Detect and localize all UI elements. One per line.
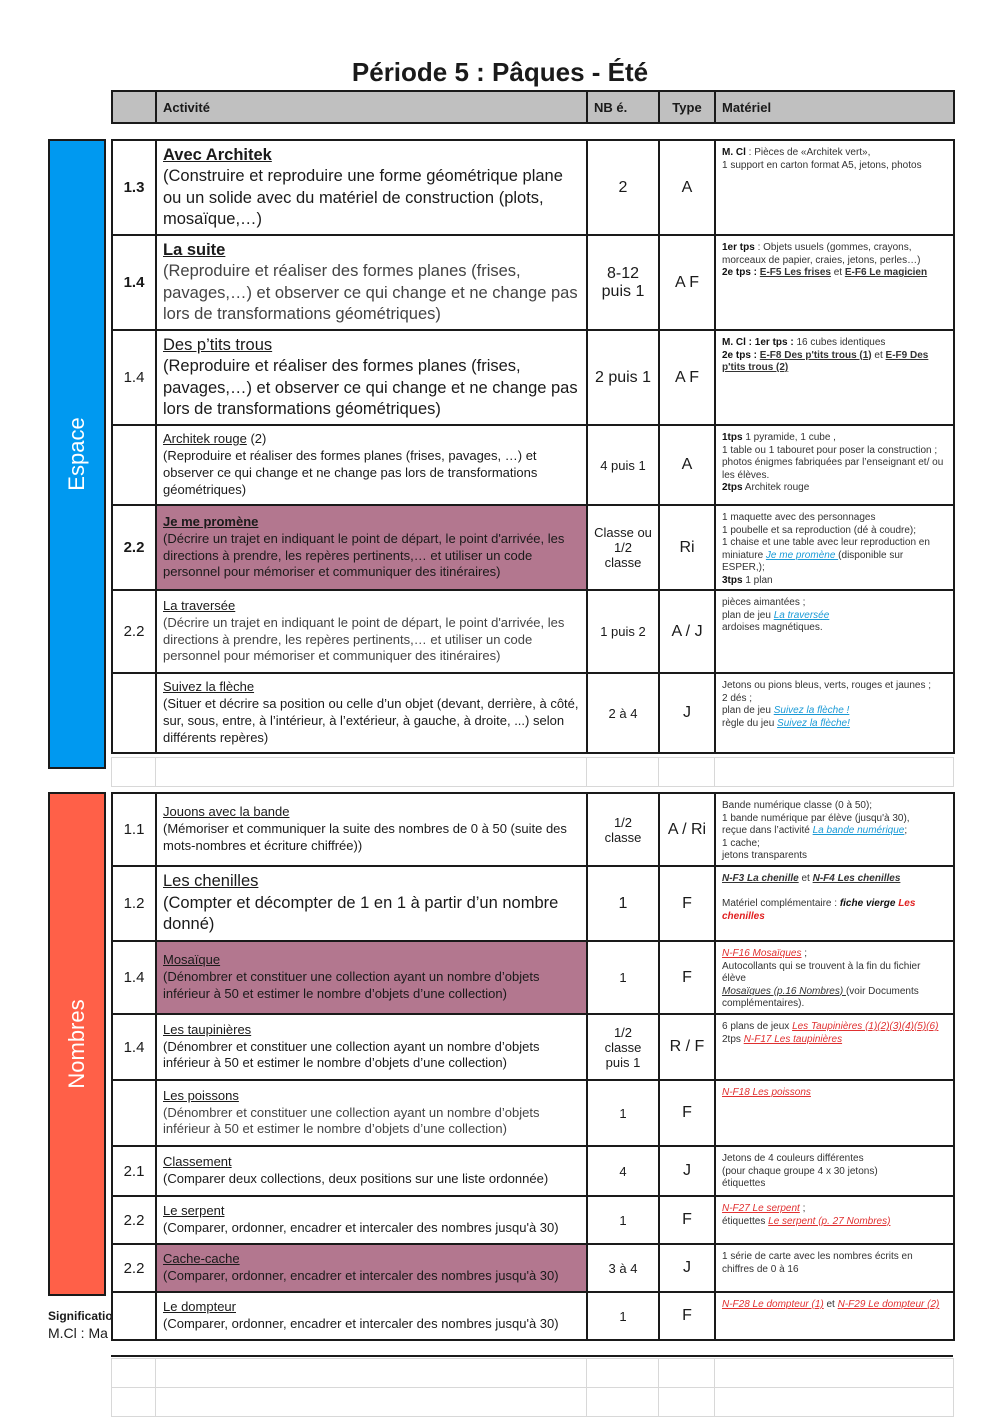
link-nf3[interactable]: N-F3 La chenille: [722, 873, 799, 884]
activity-desc: (Comparer, ordonner, encadrer et intercaler des nombres jusqu'à 30): [163, 1220, 559, 1235]
link-ef6[interactable]: E-F6 Le magicien: [844, 267, 928, 278]
table-row: [112, 1014, 954, 1080]
activity-desc: (Compter et décompter de 1 en 1 à partir d’un nombre donné): [163, 893, 559, 934]
row-type: A / Ri: [659, 793, 715, 866]
table-row: [112, 941, 954, 1014]
row-nb: 1: [587, 1080, 659, 1146]
activity-title[interactable]: Les chenilles: [163, 872, 259, 891]
row-activity: [156, 941, 587, 1014]
page-title: Période 5 : Pâques - Été: [351, 57, 649, 87]
row-activity: [156, 140, 587, 235]
row-activity: [156, 1080, 587, 1146]
row-num: [112, 1080, 156, 1146]
table-row: [112, 866, 954, 941]
activity-desc: (Dénombrer et constituer une collection ayant un nombre d’objets inférieur à 50 et estimer le nombre d’objets d’une collection): [163, 1104, 540, 1137]
link-nf16[interactable]: N-F16 Mosaïques: [722, 948, 802, 959]
link-ef9[interactable]: E-F9 Des p'tits trous (2): [722, 349, 929, 373]
activity-title[interactable]: Des p’tits trous: [163, 335, 273, 354]
row-activity: [156, 1196, 587, 1244]
row-materiel: N-F16 Mosaïques ; Autocollants qui se trouvent à la fin du fichier élève Mosaïques (p.16 Nombres) (voir Documents complémentaires).: [715, 941, 954, 1014]
link-bande-numerique[interactable]: La bande numérique: [812, 825, 905, 836]
row-num: 2.2: [112, 590, 156, 673]
row-materiel: Bande numérique classe (0 à 50); 1 bande numérique par élève (jusqu'à 30), reçue dans l’activité La bande numérique; 1 cache; jetons transparents: [715, 793, 954, 866]
activity-desc: (Décrire un trajet en indiquant le point de départ, le point d'arrivée, les directions à prendre, les repères pertinents,… et utiliser un code personnel pour mémoriser et communiquer des itinéraires): [163, 614, 565, 664]
table-header: [111, 90, 955, 124]
row-num: 1.4: [112, 330, 156, 425]
row-activity: [156, 1014, 587, 1080]
row-activity: [156, 866, 587, 941]
row-num: [112, 425, 156, 505]
row-nb: 1: [587, 866, 659, 941]
header-nb: NB é.: [587, 91, 659, 123]
link-la-traversee[interactable]: La traversée: [773, 609, 830, 621]
row-materiel: M. Cl : Pièces de «Architek vert», 1 support en carton format A5, jetons, photos: [715, 140, 954, 235]
activity-title[interactable]: La suite: [163, 240, 226, 259]
activity-desc: (Reproduire et réaliser des formes planes (frises, pavages,…) et observer ce qui change et ne change pas lors de transformations géométriques): [163, 357, 578, 418]
table-row: [112, 425, 954, 505]
row-activity: [156, 793, 587, 866]
activity-title[interactable]: Je me promène: [163, 513, 259, 529]
link-nf27[interactable]: N-F27 Le serpent: [722, 1203, 800, 1214]
activity-title[interactable]: Le serpent: [163, 1203, 225, 1219]
row-nb: 8-12 puis 1: [587, 235, 659, 330]
table-row: [112, 505, 954, 590]
table-row: [112, 235, 954, 330]
link-nf4[interactable]: N-F4 Les chenilles: [812, 873, 901, 884]
table-row: [112, 330, 954, 425]
nombres-table: [111, 792, 955, 1341]
header-type: Type: [659, 91, 715, 123]
row-num: 1.4: [112, 235, 156, 330]
row-materiel: 1er tps : Objets usuels (gommes, crayons, morceaux de papier, craies, jetons, perles…) 2e tps : E-F5 Les frises et E-F6 Le magicien: [715, 235, 954, 330]
row-nb: 1: [587, 1292, 659, 1340]
row-activity: [156, 673, 587, 753]
row-materiel: 1tps 1 pyramide, 1 cube , 1 table ou 1 tabouret pour poser la construction ; photos énigmes fabriquées par l’enseignant et/ ou les élèves. 2tps Architek rouge: [715, 425, 954, 505]
activity-title[interactable]: Classement: [163, 1154, 232, 1170]
activity-desc: (Construire et reproduire une forme géométrique plane ou un solide avec du matériel de construction (plots, mosaïque,…): [163, 167, 563, 228]
row-type: F: [659, 1080, 715, 1146]
header-materiel: Matériel: [715, 91, 954, 123]
row-type: A / J: [659, 590, 715, 673]
row-num: 1.2: [112, 866, 156, 941]
row-materiel: 1 maquette avec des personnages 1 poubelle et sa reproduction (dé à coudre); 1 chaise et une table avec leur reproduction en miniature Je me promène (disponible sur ESPER,); 3tps 1 plan: [715, 505, 954, 590]
section-espace-label: Espace: [48, 139, 106, 769]
row-materiel: N-F3 La chenille et N-F4 Les chenilles Matériel complémentaire : fiche vierge Les chenilles: [715, 866, 954, 941]
row-nb: 2 puis 1: [587, 330, 659, 425]
row-materiel: pièces aimantées ; plan de jeu La traversée ardoises magnétiques.: [715, 590, 954, 673]
section-nombres-label: Nombres: [48, 792, 106, 1296]
row-materiel: N-F28 Le dompteur (1) et N-F29 Le dompteur (2): [715, 1292, 954, 1340]
link-nf28[interactable]: N-F28 Le dompteur (1): [722, 1299, 824, 1310]
row-nb: Classe ou 1/2 classe: [587, 505, 659, 590]
spacer-grid: [111, 757, 954, 787]
activity-title[interactable]: Cache-cache: [163, 1251, 240, 1267]
row-activity: [156, 590, 587, 673]
row-activity: [156, 505, 587, 590]
row-nb: 2 à 4: [587, 673, 659, 753]
row-num: 1.1: [112, 793, 156, 866]
activity-desc: (Situer et décrire sa position ou celle d’un objet (devant, derrière, à côté, sur, sous, entre, à l’intérieur, à l’extérieur, à gauche, à droite, ...) selon différents repères): [163, 696, 579, 745]
activity-desc: (Comparer deux collections, deux positions sur une liste ordonnée): [163, 1171, 549, 1186]
row-activity: Architek rouge (2) (Reproduire et réaliser des formes planes (frises, pavages, …) et observer ce qui change et ne change pas lors de transformations géométriques): [156, 425, 587, 505]
row-type: F: [659, 866, 715, 941]
row-num: 2.2: [112, 1244, 156, 1292]
activity-title[interactable]: Mosaïque: [163, 952, 221, 968]
row-nb: 1 puis 2: [587, 590, 659, 673]
row-nb: 1: [587, 941, 659, 1014]
link-nf29[interactable]: N-F29 Le dompteur (2): [837, 1299, 940, 1310]
row-materiel: M. Cl : 1er tps : 16 cubes identiques 2e tps : E-F8 Des p'tits trous (1) et E-F9 Des p'tits trous (2): [715, 330, 954, 425]
row-activity: [156, 1146, 587, 1196]
table-row: [112, 140, 954, 235]
table-row: [112, 590, 954, 673]
activity-title[interactable]: Avec Architek: [163, 145, 272, 164]
row-materiel: 6 plans de jeux Les Taupinières (1)(2)(3)(4)(5)(6) 2tps N-F17 Les taupinières: [715, 1014, 954, 1080]
activity-desc: (Reproduire et réaliser des formes planes (frises, pavages,…) et observer ce qui change et ne change pas lors de transformations géométriques): [163, 262, 578, 323]
activity-title[interactable]: Les poissons: [163, 1087, 239, 1103]
row-type: A: [659, 140, 715, 235]
table-row: [112, 1244, 954, 1292]
row-num: 1.4: [112, 1014, 156, 1080]
divider: [111, 1355, 953, 1357]
activity-desc: (Dénombrer et constituer une collection ayant un nombre d’objets inférieur à 50 et estimer le nombre d’objets d’une collection): [163, 969, 540, 1001]
table-row: [112, 1292, 954, 1340]
table-row: [112, 1080, 954, 1146]
row-materiel: N-F27 Le serpent ; étiquettes Le serpent (p. 27 Nombres): [715, 1196, 954, 1244]
row-activity: [156, 235, 587, 330]
activity-title[interactable]: La traversée: [163, 597, 236, 613]
activity-title[interactable]: Les taupinières: [163, 1021, 252, 1037]
row-type: A F: [659, 330, 715, 425]
row-nb: 1/2 classe: [587, 793, 659, 866]
row-type: F: [659, 1196, 715, 1244]
activity-desc: (Reproduire et réaliser des formes planes (frises, pavages, …) et observer ce qui change et ne change pas lors de transformations géométriques): [163, 448, 538, 497]
row-type: J: [659, 1146, 715, 1196]
row-type: J: [659, 673, 715, 753]
row-type: F: [659, 941, 715, 1014]
row-type: A: [659, 425, 715, 505]
link-taupinieres-plans[interactable]: Les Taupinières (1)(2)(3)(4)(5)(6): [792, 1021, 939, 1032]
row-num: 2.2: [112, 1196, 156, 1244]
row-materiel: Jetons ou pions bleus, verts, rouges et jaunes ; 2 dés ; plan de jeu Suivez la flèche ! règle du jeu Suivez la flèche!: [715, 673, 954, 753]
legend-line: M.Cl : Ma: [48, 1325, 108, 1341]
link-nf18[interactable]: N-F18 Les poissons: [722, 1087, 811, 1098]
activity-desc: (Décrire un trajet en indiquant le point de départ, le point d'arrivée, les directions à prendre, les repères pertinents,… et utiliser un code personnel pour mémoriser et communiquer des itinéraires): [163, 530, 565, 580]
row-nb: 4: [587, 1146, 659, 1196]
table-row: [112, 673, 954, 753]
activity-desc: (Comparer, ordonner, encadrer et intercaler des nombres jusqu'à 30): [163, 1316, 559, 1331]
link-mosaiques-doc[interactable]: Mosaïques (p.16 Nombres): [722, 985, 846, 997]
link-fiche-chenilles[interactable]: Les chenilles: [722, 898, 916, 922]
row-nb: 2: [587, 140, 659, 235]
row-nb: 1: [587, 1196, 659, 1244]
table-row: [112, 1196, 954, 1244]
link-plan-suivez-la-fleche[interactable]: Suivez la flèche !: [773, 705, 850, 716]
bottom-empty-grid: [111, 1358, 954, 1417]
activity-title[interactable]: Architek rouge: [163, 431, 247, 447]
row-type: Ri: [659, 505, 715, 590]
row-num: [112, 1292, 156, 1340]
activity-title[interactable]: Suivez la flèche: [163, 679, 255, 695]
link-ef5[interactable]: E-F5 Les frises: [759, 267, 831, 278]
row-type: R / F: [659, 1014, 715, 1080]
activity-title[interactable]: Jouons avec la bande: [163, 804, 290, 820]
row-nb: 1/2 classe puis 1: [587, 1014, 659, 1080]
link-je-me-promene[interactable]: Je me promène: [765, 549, 839, 561]
activity-desc: (Dénombrer et constituer une collection ayant un nombre d’objets inférieur à 50 et estimer le nombre d’objets d’une collection): [163, 1038, 540, 1071]
row-num: 2.1: [112, 1146, 156, 1196]
header-activite: Activité: [156, 91, 587, 123]
table-row: [112, 793, 954, 866]
activity-title[interactable]: Le dompteur: [163, 1299, 236, 1315]
activity-desc: (Comparer, ordonner, encadrer et intercaler des nombres jusqu'à 30): [163, 1268, 559, 1283]
link-ef8[interactable]: E-F8 Des p'tits trous (1): [759, 349, 872, 361]
row-activity: [156, 1244, 587, 1292]
row-nb: 4 puis 1: [587, 425, 659, 505]
row-activity: [156, 330, 587, 425]
link-regle-suivez-la-fleche[interactable]: Suivez la flèche!: [777, 717, 850, 729]
legend-title: Significatio: [48, 1309, 113, 1323]
row-num: 1.4: [112, 941, 156, 1014]
row-nb: 3 à 4: [587, 1244, 659, 1292]
link-nf17[interactable]: N-F17 Les taupinières: [743, 1033, 843, 1045]
espace-table: [111, 139, 955, 754]
row-num: 1.3: [112, 140, 156, 235]
table-row: [112, 1146, 954, 1196]
row-num: 2.2: [112, 505, 156, 590]
row-materiel: [715, 1080, 954, 1146]
header-num: [112, 91, 156, 123]
row-activity: [156, 1292, 587, 1340]
row-type: J: [659, 1244, 715, 1292]
row-type: A F: [659, 235, 715, 330]
row-materiel: 1 série de carte avec les nombres écrits en chiffres de 0 à 16: [715, 1244, 954, 1292]
link-serpent-etiquettes[interactable]: Le serpent (p. 27 Nombres): [768, 1215, 891, 1227]
activity-desc: (Mémoriser et communiquer la suite des nombres de 0 à 50 (suite des mots-nombres et écriture chiffrée)): [163, 821, 567, 853]
row-materiel: Jetons de 4 couleurs différentes (pour chaque groupe 4 x 30 jetons) étiquettes: [715, 1146, 954, 1196]
row-num: [112, 673, 156, 753]
row-type: F: [659, 1292, 715, 1340]
